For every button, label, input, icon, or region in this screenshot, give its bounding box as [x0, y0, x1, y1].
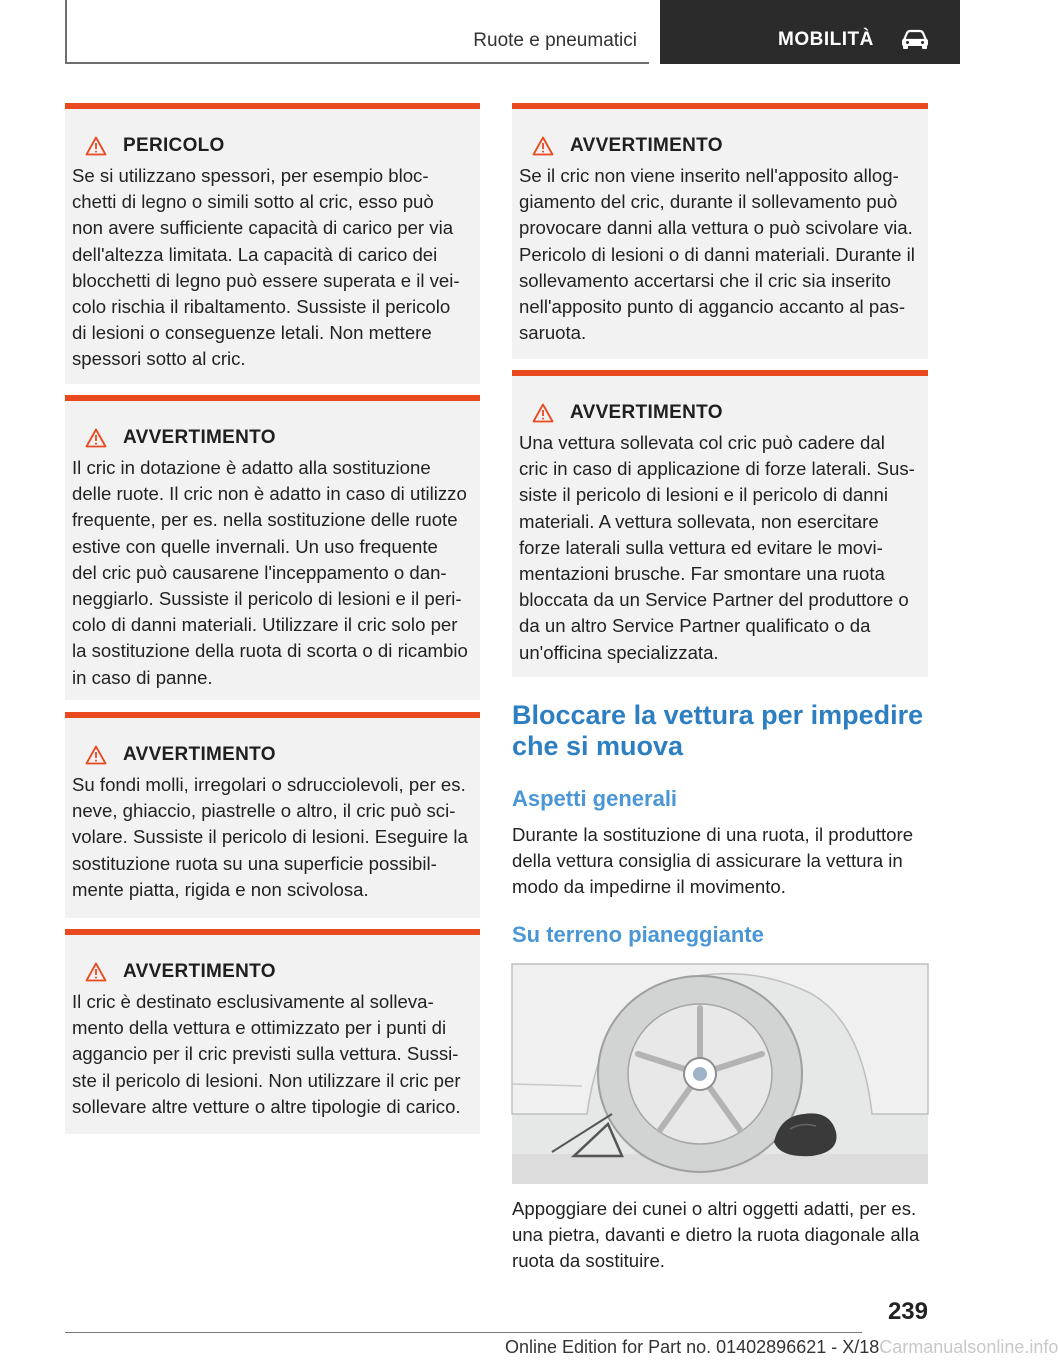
- warning-title: PERICOLO: [123, 135, 225, 156]
- warning-text: Se il cric non viene inserito nell'apposito allog‐ giamento del cric, durante il sollevamento può provocare danni alla vettura o può scivolare via. Pericolo di lesioni o di danni materiali. Durante il sollevamento accertarsi che il cric sia inserito nell'apposito punto di aggancio accanto al pas‐ saruota.: [519, 165, 915, 344]
- warning-title: AVVERTIMENTO: [123, 744, 276, 765]
- warning-box: [65, 395, 480, 700]
- illustration-caption: Appoggiare dei cunei o altri oggetti adatti, per es. una pietra, davanti e dietro la ruota diagonale alla ruota da sostituire.: [512, 1198, 920, 1272]
- footer-divider: [65, 1332, 862, 1333]
- wheel-chock-illustration: [512, 964, 928, 1184]
- warning-text: Su fondi molli, irregolari o sdrucciolevoli, per es. neve, ghiaccio, piastrelle o altro, il cric può sci‐ volare. Sussiste il pericolo di lesioni. Eseguire la sostituzione ruota su una superficie possibil‐ mente piatta, rigida e non scivolosa.: [72, 774, 468, 900]
- car-icon: [900, 28, 930, 50]
- warning-box: [65, 929, 480, 1134]
- footer-edition-text: Online Edition for Part no. 01402896621 - X/18: [505, 1337, 880, 1357]
- warning-box: [512, 103, 928, 359]
- warning-text: Una vettura sollevata col cric può cadere dal cric in caso di applicazione di forze laterali. Sus‐ siste il pericolo di lesioni e il pericolo di danni materiali. A vettura sollevata, non esercitare forze laterali sulla vettura ed evitare le movi‐ mentazioni brusche. Far smontare una ruota bloccata da un Service Partner del produttore o da un altro Service Partner qualificato o da un'officina specializzata.: [519, 432, 915, 663]
- warning-title: AVVERTIMENTO: [570, 135, 723, 156]
- warning-triangle-icon: [532, 136, 554, 156]
- warning-box-danger: [65, 103, 480, 384]
- paragraph-general: Durante la sostituzione di una ruota, il produttore della vettura consiglia di assicurare la vettura in modo da impedirne il movimento.: [512, 824, 914, 898]
- warning-text: Il cric è destinato esclusivamente al solleva‐ mento della vettura e ottimizzato per i punti di aggancio per il cric previsti sulla vettura. Sussi‐ ste il pericolo di lesioni. Non utilizzare il cric per sollevare altre vetture o altre tipologie di carico.: [72, 991, 461, 1117]
- header-chapter-title: MOBILITÀ: [778, 29, 874, 50]
- warning-text: Se si utilizzano spessori, per esempio bloc‐ chetti di legno o simili sotto al cric, esso può non avere sufficiente capacità di carico per via dell'altezza limitata. La capacità di carico dei blocchetti di legno può essere superata e il vei‐ colo rischia il ribaltamento. Sussiste il pericolo di lesioni o conseguenze letali. Non mettere spessori sotto al cric.: [72, 165, 460, 370]
- section-heading: Bloccare la vettura per impedire che si muova: [512, 700, 924, 761]
- subsection-heading-general: Aspetti generali: [512, 786, 678, 811]
- header-section-tab: [65, 0, 649, 64]
- warning-text: Il cric in dotazione è adatto alla sostituzione delle ruote. Il cric non è adatto in caso di utilizzo frequente, per es. nella sostituzione delle ruote estive con quelle invernali. Un uso frequente del cric può causarene l'inceppamento o dan‐ neggiarlo. Sussiste il pericolo di lesioni e il peri‐ colo di danni materiali. Utilizzare il cric solo per la sostituzione della ruota di scorta o di ricambio in caso di panne.: [72, 457, 468, 688]
- subsection-heading-flat-ground: Su terreno pianeggiante: [512, 922, 764, 947]
- header-chapter-tab: [660, 0, 960, 64]
- warning-triangle-icon: [85, 962, 107, 982]
- warning-title: AVVERTIMENTO: [570, 402, 723, 423]
- warning-title: AVVERTIMENTO: [123, 427, 276, 448]
- warning-triangle-icon: [532, 403, 554, 423]
- footer-edition: [505, 1337, 1058, 1358]
- footer-brand-watermark: Carmanualsonline.info: [879, 1337, 1058, 1357]
- warning-box: [512, 370, 928, 677]
- warning-triangle-icon: [85, 428, 107, 448]
- header-section-title: Ruote e pneumatici: [473, 30, 637, 51]
- warning-triangle-icon: [85, 136, 107, 156]
- warning-triangle-icon: [85, 745, 107, 765]
- warning-title: AVVERTIMENTO: [123, 961, 276, 982]
- warning-box: [65, 712, 480, 918]
- page-number: 239: [887, 1298, 928, 1325]
- wheel-illustration-svg: [512, 964, 928, 1184]
